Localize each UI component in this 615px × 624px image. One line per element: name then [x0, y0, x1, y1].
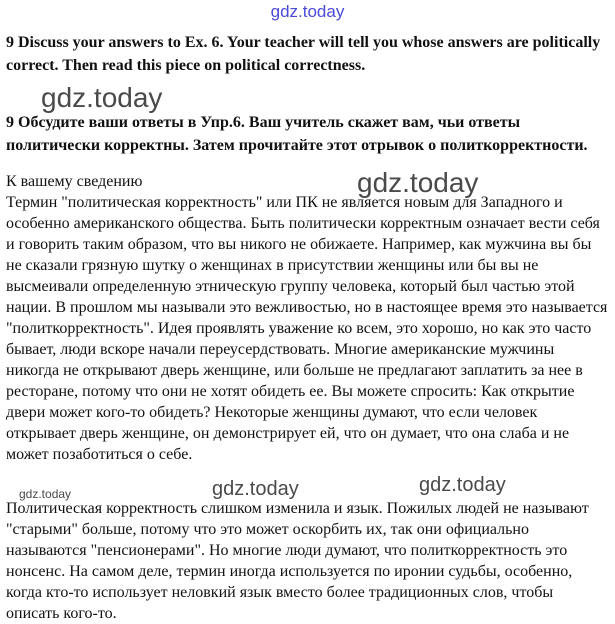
- watermark-top: gdz.today: [270, 2, 345, 21]
- watermark-large-1: gdz.today: [41, 82, 163, 113]
- exercise-heading-english: 9 Discuss your answers to Ex. 6. Your teacher will tell you whose answers are politically correct. Then read this piece on political correctness.: [6, 34, 601, 74]
- exercise-heading-russian: 9 Обсудите ваши ответы в Упр.6. Ваш учитель скажет вам, чьи ответы политически корректны. Затем прочитайте этот отрывок о политкорректности.: [6, 114, 588, 154]
- note-label: К вашему сведению: [6, 173, 143, 190]
- watermark-small: gdz.today: [19, 487, 72, 501]
- watermark-medium-1: gdz.today: [212, 478, 299, 500]
- watermark-medium-2: gdz.today: [419, 474, 506, 496]
- watermark-large-2: gdz.today: [357, 167, 479, 198]
- paragraph-2: Политическая корректность слишком изменила и язык. Пожилых людей не называют "старыми" больше, потому что это может оскорбить их, так они официально называются "пенсионерами". Но многие люди думают, что политкорректность это нонсенс. На самом деле, термин иногда используется по иронии судьбы, особенно, когда кто-то использует неловкий язык вместо более традиционных слов, чтобы описать кого-то.: [6, 500, 589, 622]
- paragraph-1: Термин "политическая корректность" или ПК не является новым для Западного и особенно американского общества. Быть политически корректным означает вести себя и говорить таким образом, что вы никого не обижаете. Например, как мужчина вы бы не сказали грязную шутку о женщинах в присутствии женщины или бы вы не высмеивали определенную этническую группу человека, который был частью этой нации. В прошлом мы называли это вежливостью, но в настоящее время это называется "политкорректность". Идея проявлять уважение ко всем, это хорошо, но как это часто бывает, люди вскоре начали переусердствовать. Многие американские мужчины никогда не открывают дверь женщине, или больше не предлагают заплатить за нее в ресторане, потому что они не хотят обидеть ее. Вы можете спросить: Как открытие двери может кого-то обидеть? Некоторые женщины думают, что если человек открывает дверь женщине, он демонстрирует ей, что он думает, что она слаба и не может позаботиться о себе.: [6, 194, 608, 463]
